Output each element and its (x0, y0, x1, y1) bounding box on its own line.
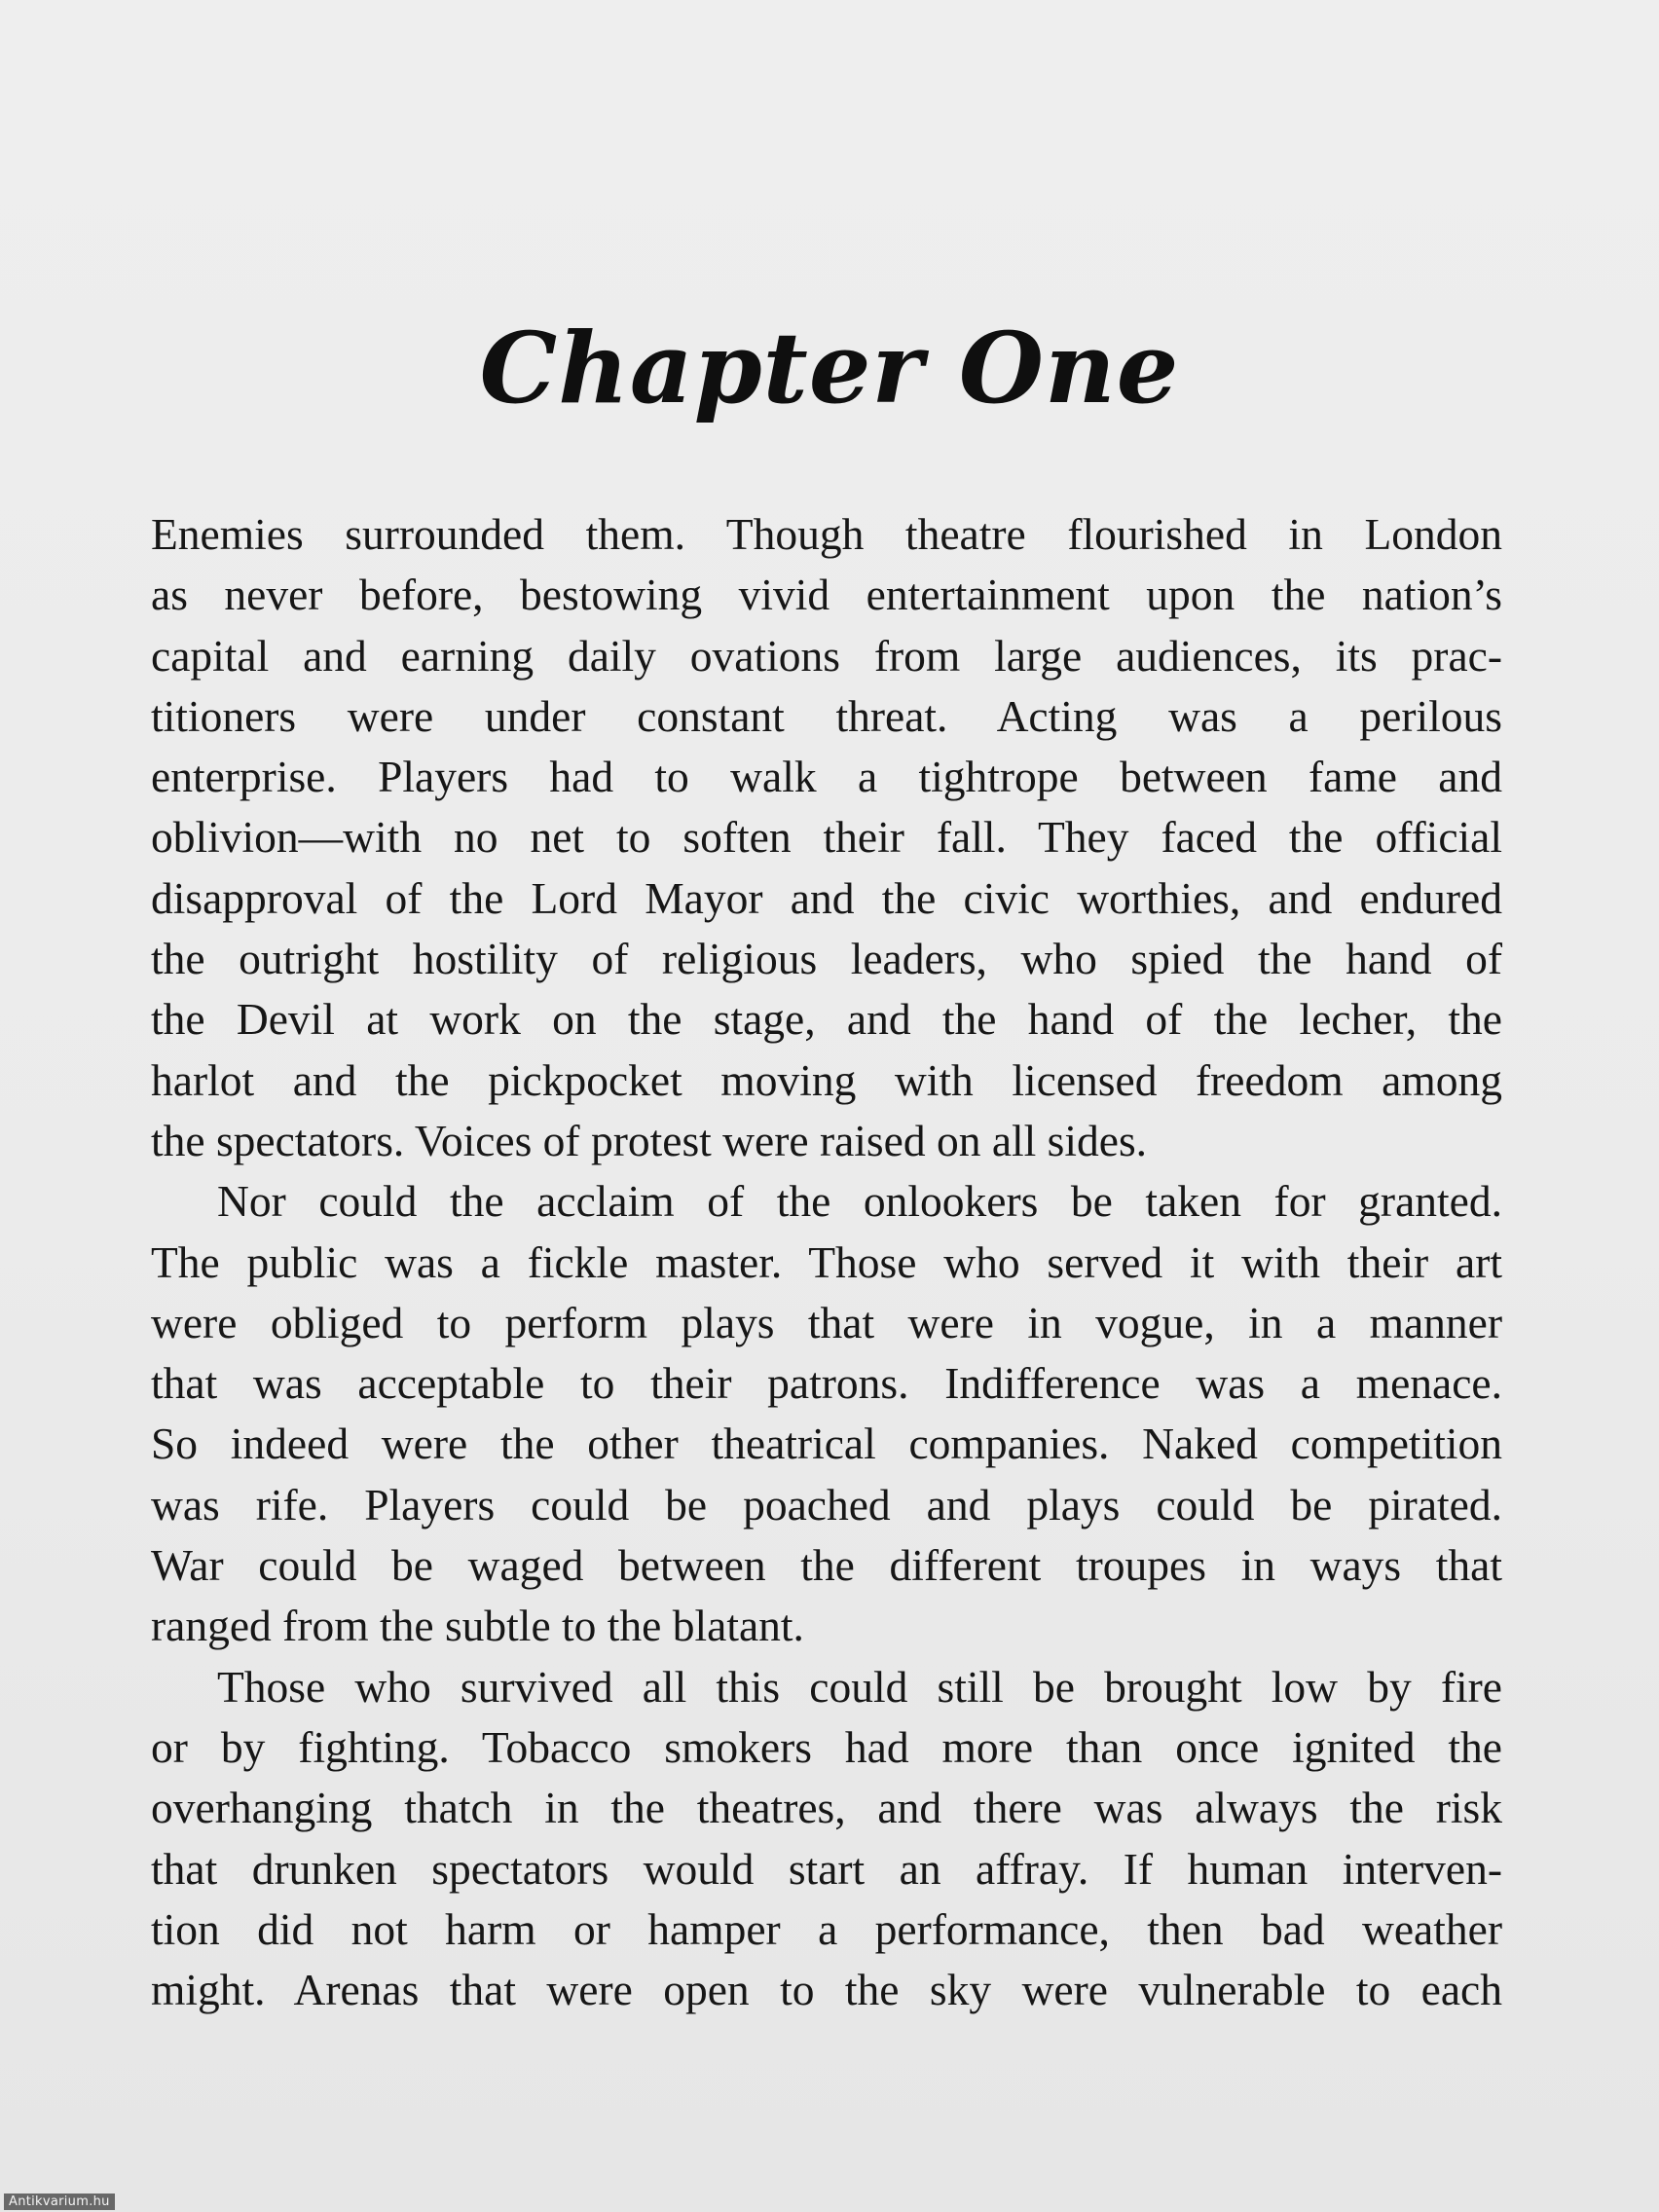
text-line: enterprise. Players had to walk a tightrope between fame and (151, 752, 1502, 802)
text-line: the outright hostility of religious leaders, who spied the hand of (151, 934, 1502, 984)
text-line: as never before, bestowing vivid entertainment upon the nation’s (151, 570, 1502, 620)
text-line: might. Arenas that were open to the sky were vulnerable to each (151, 1965, 1502, 2015)
watermark: Antikvarium.hu (4, 2194, 115, 2210)
chapter-title: Chapter One (479, 311, 1180, 425)
text-line: disapproval of the Lord Mayor and the civic worthies, and endured (151, 872, 1502, 923)
text-line: ranged from the subtle to the blatant. (151, 1601, 804, 1651)
body-text (151, 504, 1502, 2020)
text-line: titioners were under constant threat. Acting was a perilous (151, 690, 1502, 741)
text-line: that drunken spectators would start an affray. If human interven- (151, 1843, 1502, 1894)
text-line: that was acceptable to their patrons. Indifference was a menace. (151, 1358, 1502, 1409)
text-line: capital and earning daily ovations from large audiences, its prac- (151, 630, 1502, 681)
text-line: Nor could the acclaim of the onlookers be taken for granted. (217, 1176, 1502, 1227)
text-line: or by fighting. Tobacco smokers had more than once ignited the (151, 1721, 1502, 1772)
text-line: Enemies surrounded them. Though theatre flourished in London (151, 509, 1502, 559)
text-line: The public was a fickle master. Those who served it with their art (151, 1236, 1502, 1287)
text-line: overhanging thatch in the theatres, and there was always the risk (151, 1783, 1502, 1833)
text-line: were obliged to perform plays that were in vogue, in a manner (151, 1297, 1502, 1347)
text-line: the spectators. Voices of protest were raised on all sides. (151, 1115, 1148, 1165)
text-line: oblivion—with no net to soften their fall. They faced the official (151, 812, 1502, 863)
text-line: Those who survived all this could still be brought low by fire (217, 1661, 1502, 1712)
text-line: War could be waged between the different troupes in ways that (151, 1540, 1502, 1591)
text-line: harlot and the pickpocket moving with licensed freedom among (151, 1054, 1502, 1105)
text-line: the Devil at work on the stage, and the hand of the lecher, the (151, 994, 1502, 1045)
text-line: tion did not harm or hamper a performance, then bad weather (151, 1903, 1502, 1954)
text-line: was rife. Players could be poached and plays could be pirated. (151, 1479, 1502, 1530)
text-line: So indeed were the other theatrical companies. Naked competition (151, 1419, 1502, 1469)
